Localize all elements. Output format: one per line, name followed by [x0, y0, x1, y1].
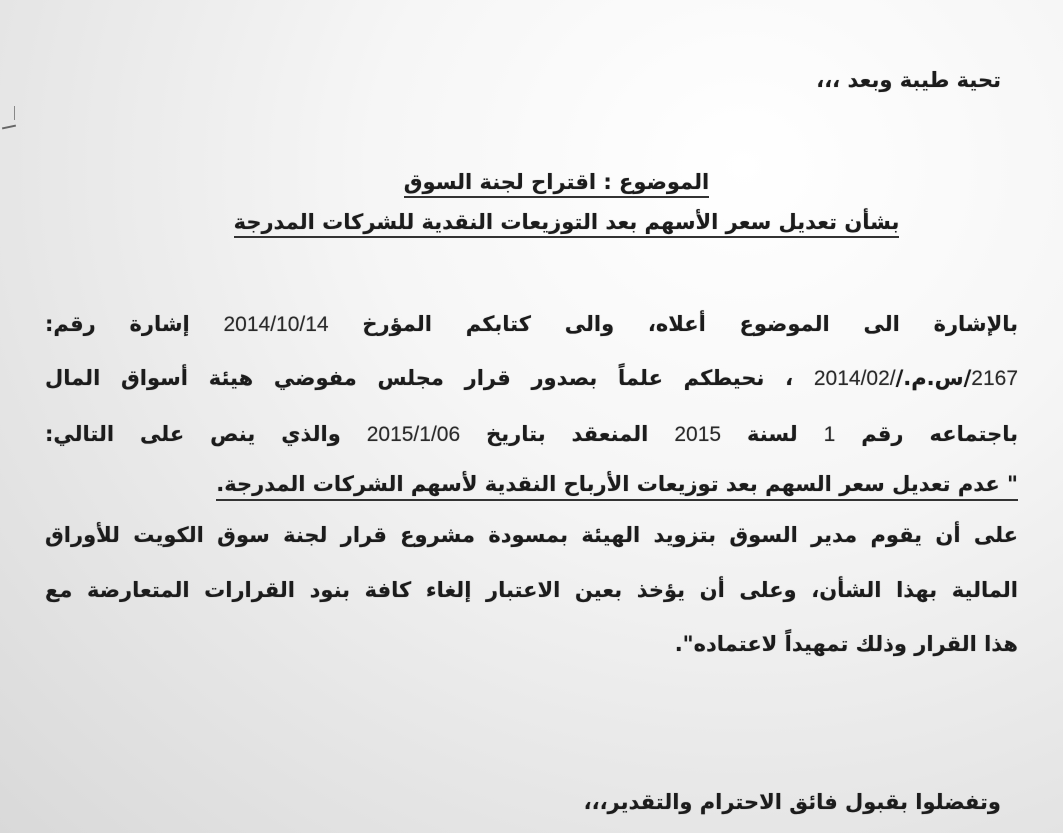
body-paragraph-line-6: هذا القرار وذلك تمهيداً لاعتماده".	[674, 632, 1018, 656]
reference-label: إشارة رقم:	[45, 312, 190, 336]
resolution-quote	[216, 472, 1018, 501]
resolution-text: " عدم تعديل سعر السهم بعد توزيعات الأرباح النقدية لأسهم الشركات المدرجة.	[216, 472, 1018, 501]
notification-text: ، نحيطكم علماً بصدور قرار مجلس مفوضي هيئة أسواق المال	[45, 366, 794, 390]
held-on-label: المنعقد بتاريخ	[486, 422, 649, 446]
body-paragraph-line-2	[45, 366, 1018, 391]
subject-line	[0, 170, 1063, 198]
meeting-date: 2015/1/06	[366, 423, 461, 446]
margin-mark	[2, 125, 16, 130]
subject-detail-line	[0, 210, 1063, 238]
states-following: والذي ينص على التالي:	[45, 422, 341, 446]
margin-mark	[14, 106, 15, 120]
letter-date: 2014/10/14	[223, 313, 329, 336]
subject-detail: بشأن تعديل سعر الأسهم بعد التوزيعات النقدية للشركات المدرجة	[234, 210, 900, 238]
body-paragraph-line-4: على أن يقوم مدير السوق بتزويد الهيئة بمسودة مشروع قرار لجنة سوق الكويت للأوراق	[45, 523, 1018, 547]
meeting-number: 1	[823, 423, 836, 446]
closing-salutation: وتفضلوا بقبول فائق الاحترام والتقدير،،،	[583, 790, 1001, 814]
year-label: لسنة	[747, 422, 798, 446]
body-paragraph-line-1	[45, 312, 1018, 337]
greeting: تحية طيبة وبعد ،،،	[816, 68, 1001, 92]
subject-title: الموضوع : اقتراح لجنة السوق	[404, 170, 709, 198]
body-paragraph-line-5: المالية بهذا الشأن، وعلى أن يؤخذ بعين الاعتبار إلغاء كافة بنود القرارات المتعارضة مع	[45, 578, 1018, 602]
reference-number: 2167	[971, 367, 1018, 390]
meeting-label: باجتماعه رقم	[861, 422, 1019, 446]
reference-date: 2014/02/	[813, 367, 896, 390]
reference-code: /س.م./	[895, 366, 972, 390]
reference-intro: بالإشارة الى الموضوع أعلاه، والى كتابكم المؤرخ	[362, 312, 1018, 336]
meeting-year: 2015	[674, 423, 722, 446]
body-paragraph-line-3	[45, 422, 1018, 447]
